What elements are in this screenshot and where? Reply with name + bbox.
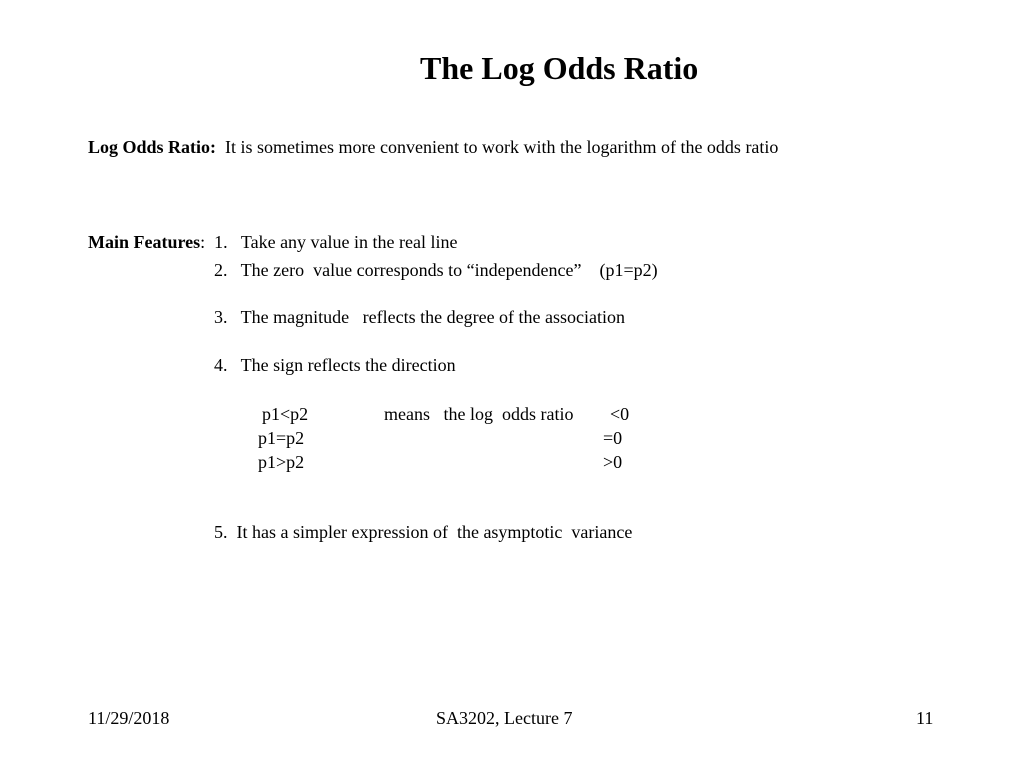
feature-item: 5. It has a simpler expression of the asymptotic variance	[214, 522, 633, 542]
definition-line	[70, 116, 778, 179]
definition-text: It is sometimes more convenient to work with the logarithm of the odds ratio	[216, 137, 779, 157]
slide-title: The Log Odds Ratio	[420, 50, 699, 86]
sign-condition: p1>p2	[258, 452, 305, 472]
footer-course: SA3202, Lecture 7	[436, 708, 573, 728]
features-label: Main Features	[88, 232, 201, 252]
sign-means: means the log odds ratio	[384, 404, 574, 424]
definition-label: Log Odds Ratio:	[88, 137, 217, 157]
sign-condition: p1=p2	[258, 428, 305, 448]
sign-value: >0	[603, 452, 623, 472]
feature-item: 3. The magnitude reflects the degree of the association	[214, 307, 626, 327]
feature-item: 1. Take any value in the real line	[214, 232, 458, 252]
sign-value: =0	[603, 428, 623, 448]
footer-page-number: 11	[916, 708, 934, 728]
sign-value: <0	[610, 404, 630, 424]
sign-condition: p1<p2	[262, 404, 309, 424]
feature-item: 2. The zero value corresponds to “independence” (p1=p2)	[214, 260, 658, 280]
features-label-suffix: :	[200, 232, 215, 252]
feature-item: 4. The sign reflects the direction	[214, 355, 456, 375]
footer-date: 11/29/2018	[88, 708, 170, 728]
